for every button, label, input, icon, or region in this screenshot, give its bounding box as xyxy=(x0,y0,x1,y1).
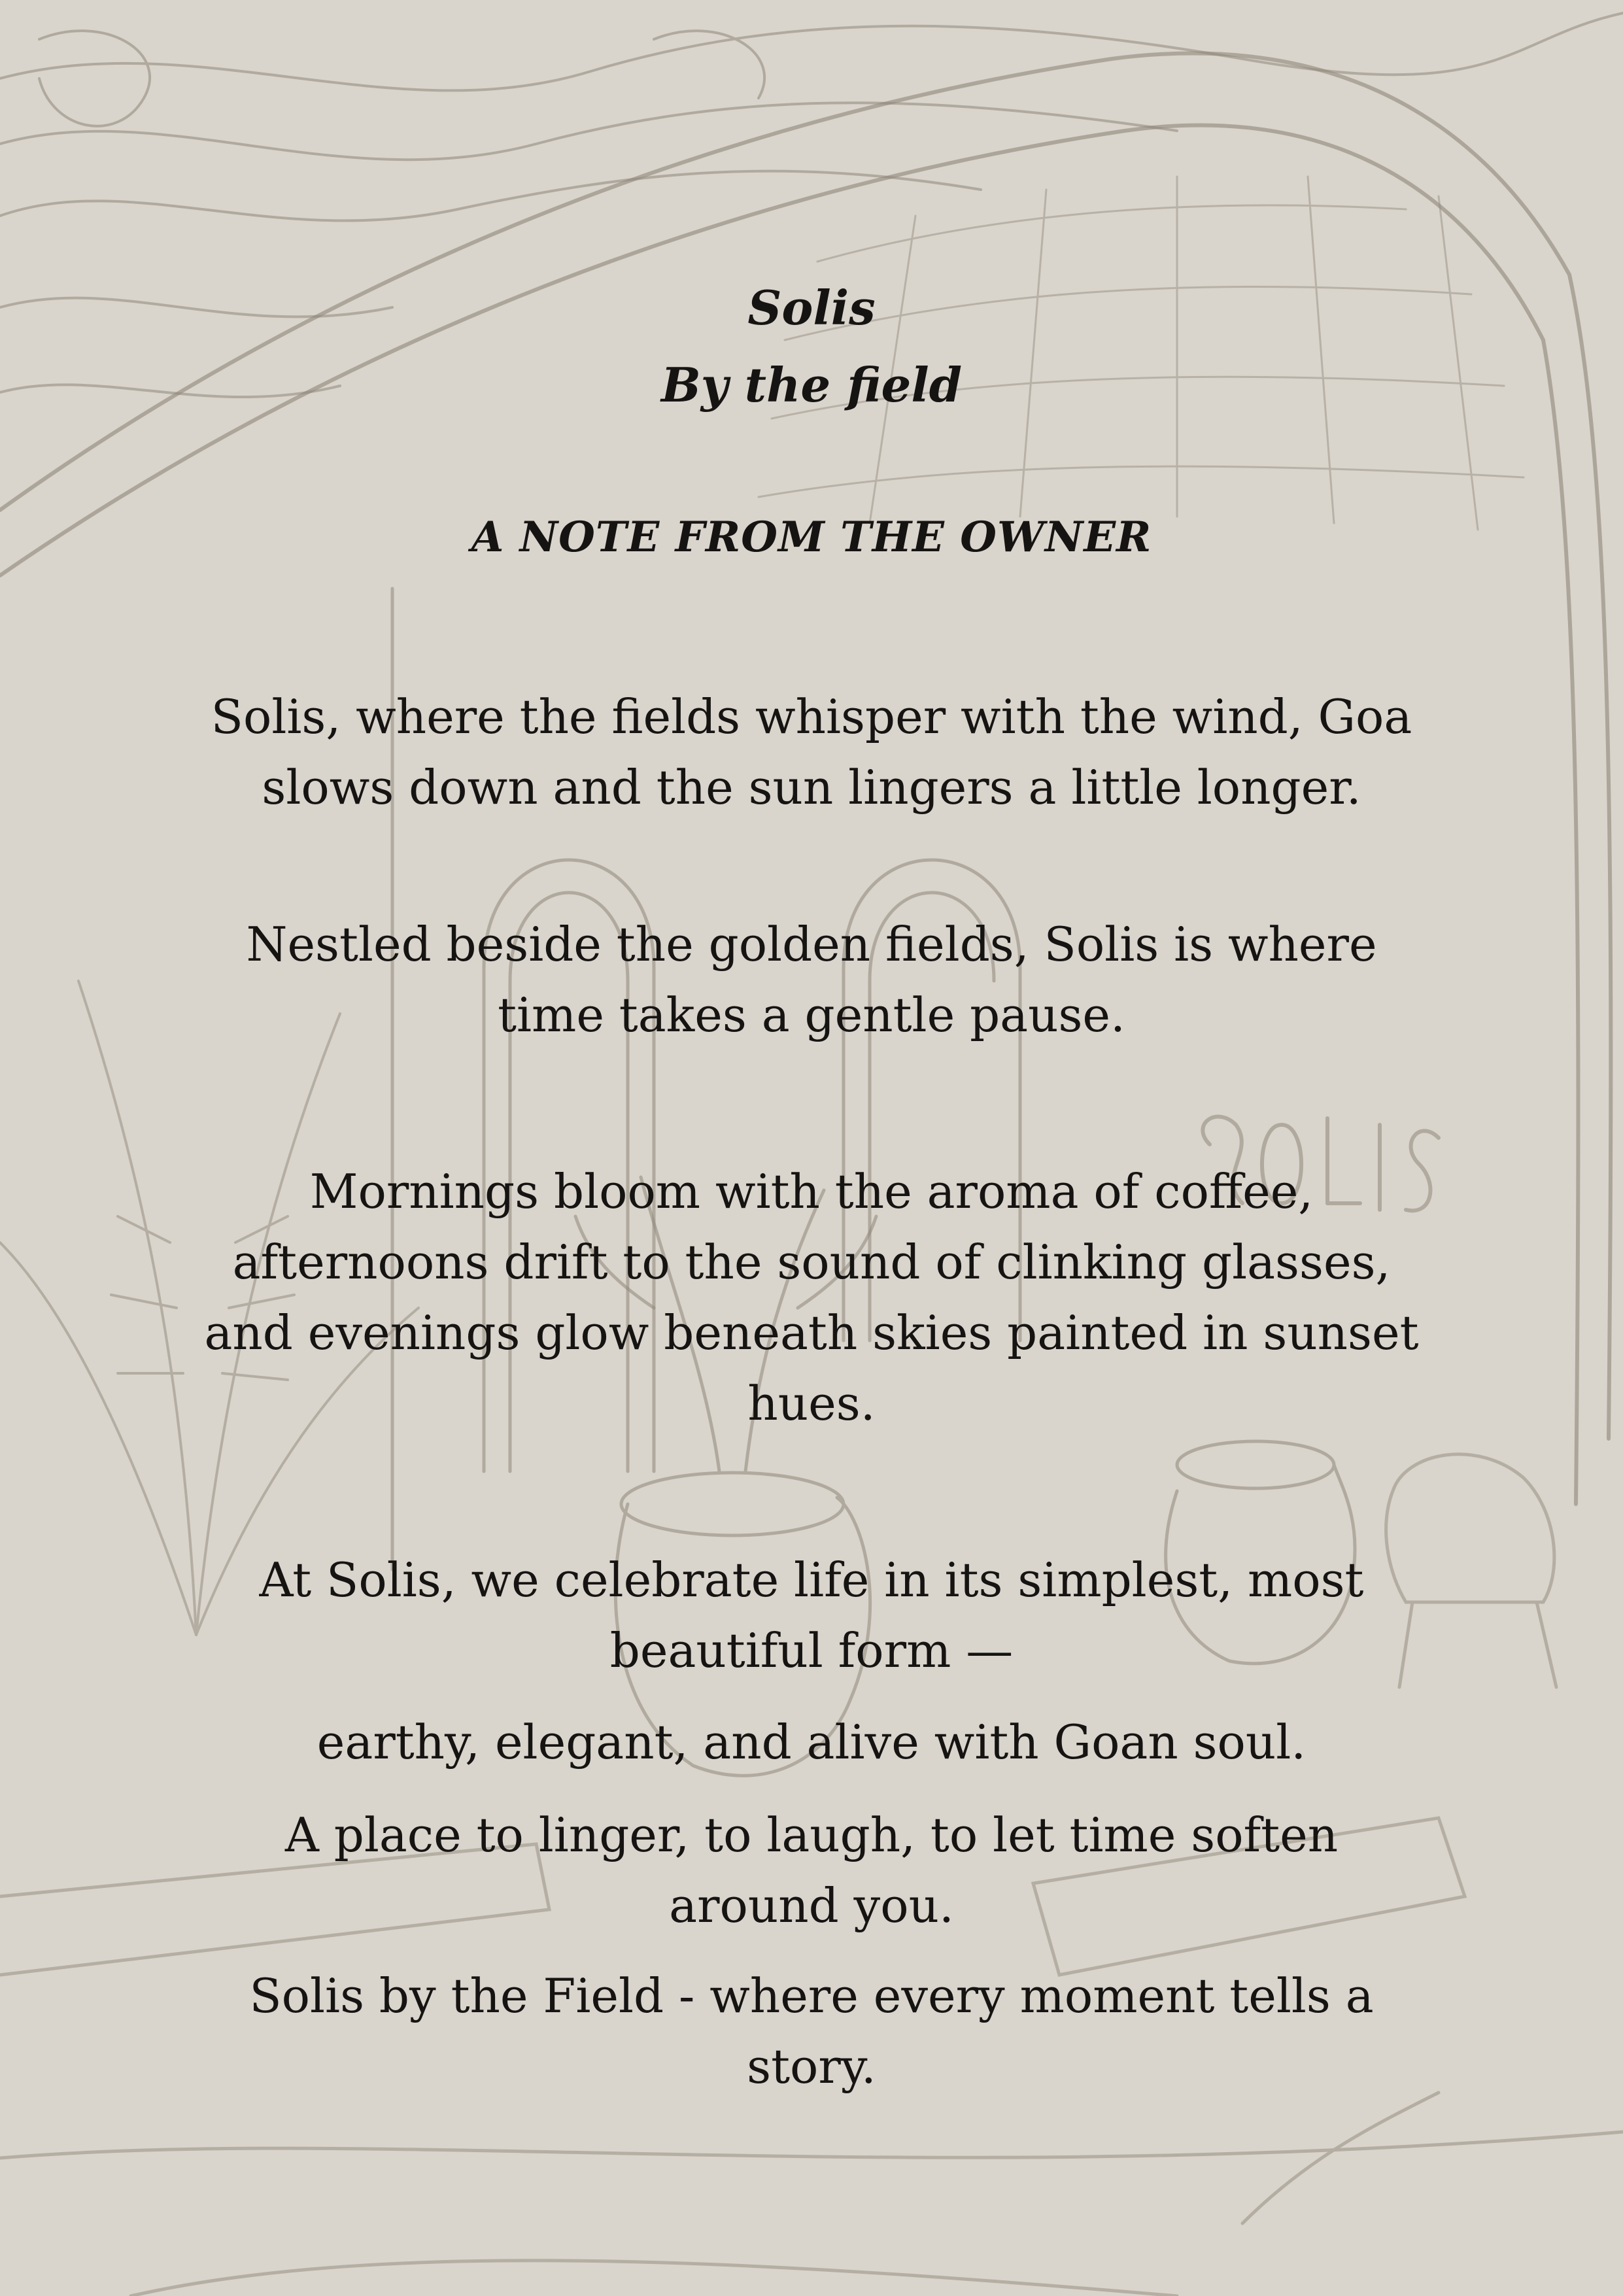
note-paragraph-2: Nestled beside the golden fields, Solis is where time takes a gentle pause. xyxy=(246,917,1377,1042)
note-paragraph-5: earthy, elegant, and alive with Goan soul. xyxy=(316,1715,1307,1770)
title-block xyxy=(196,269,1427,424)
note-paragraph-4: At Solis, we celebrate life in its simplest, most beautiful form — xyxy=(259,1552,1364,1678)
note-paragraph-3: Mornings bloom with the aroma of coffee, afternoons drift to the sound of clinking glasses, and evenings glow beneath skies painted in sunset hues. xyxy=(204,1164,1419,1431)
note-paragraph-7: Solis by the Field - where every moment tells a story. xyxy=(249,1968,1374,2094)
brand-tagline: By the field xyxy=(660,357,963,413)
note-paragraph-6: A place to linger, to laugh, to let time soften around you. xyxy=(284,1808,1339,1933)
note-paragraph-1: Solis, where the fields whisper with the wind, Goa slows down and the sun lingers a little longer. xyxy=(211,689,1412,815)
note-title: A NOTE FROM THE OWNER xyxy=(471,513,1152,562)
brand-name: Solis xyxy=(747,280,876,335)
